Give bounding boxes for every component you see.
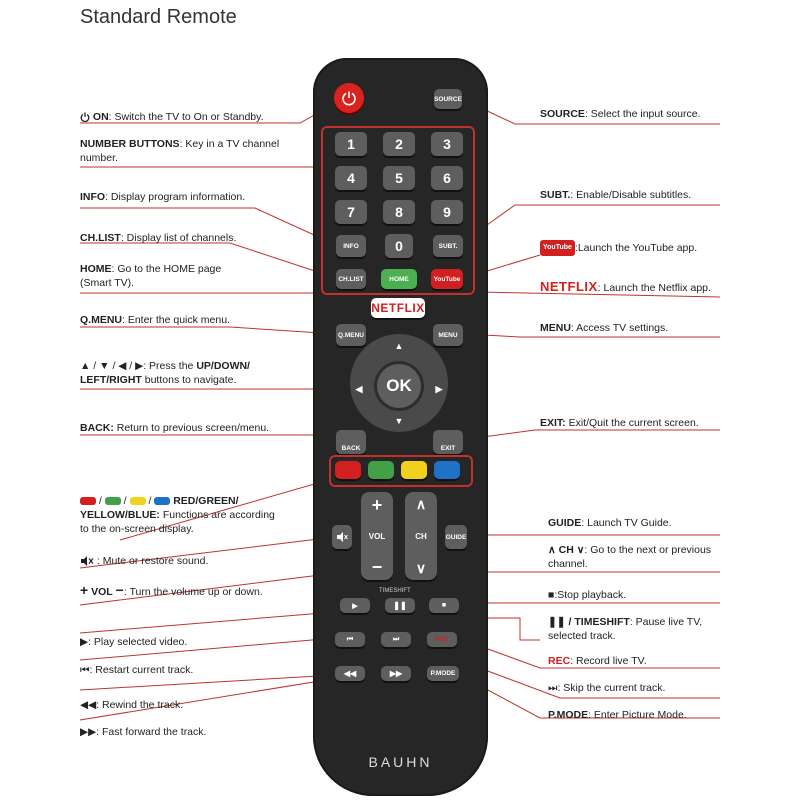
label-subt: SUBT.: Enable/Disable subtitles. (540, 189, 692, 201)
num-1-button[interactable]: 1 (335, 132, 367, 156)
label-menu: MENU: Access TV settings. (540, 322, 669, 334)
menu-button[interactable]: MENU (433, 324, 463, 346)
chlist-button[interactable]: CH.LIST (336, 269, 366, 289)
ch-down-icon: ∨ (576, 544, 585, 556)
label-navigation: ▲ / ▼ / ◀ / ▶: Press the UP/DOWN/ LEFT/RIGHT buttons to navigate. (80, 360, 250, 386)
label-home: HOME: Go to the HOME page (Smart TV). (80, 263, 222, 289)
guide-button[interactable]: GUIDE (445, 525, 467, 549)
vol-label: VOL (368, 531, 386, 541)
ch-label: CH (415, 531, 427, 541)
num-7-button[interactable]: 7 (335, 200, 367, 224)
dpad-left-button[interactable]: ◀ (355, 383, 363, 394)
exit-button[interactable]: EXIT (433, 430, 463, 454)
mute-icon (336, 531, 348, 543)
skip-button[interactable]: ⏭ (381, 632, 411, 647)
home-button[interactable]: HOME (381, 269, 417, 289)
num-5-button[interactable]: 5 (383, 166, 415, 190)
skip-icon: ⏭ (548, 682, 558, 694)
power-icon (341, 90, 357, 106)
yellow-button[interactable] (401, 461, 427, 479)
label-skip: ⏭: Skip the current track. (548, 682, 666, 694)
num-6-button[interactable]: 6 (431, 166, 463, 190)
pause-timeshift-button[interactable]: ❚❚ (385, 598, 415, 613)
qmenu-button[interactable]: Q.MENU (336, 324, 366, 346)
plus-icon: + (80, 582, 89, 598)
red-swatch-icon (80, 497, 96, 505)
minus-icon: − (115, 582, 124, 598)
fast-forward-button[interactable]: ▶▶ (381, 666, 411, 681)
label-rewind: ◀◀: Rewind the track. (80, 699, 184, 711)
num-4-button[interactable]: 4 (335, 166, 367, 190)
vol-rocker (361, 492, 393, 580)
nav-arrows-icon: ▲ / ▼ / ◀ / ▶ (80, 360, 144, 372)
stop-button[interactable]: ■ (429, 598, 459, 613)
restart-button[interactable]: ⏮ (335, 632, 365, 647)
label-channel: ∧ CH ∨: Go to the next or previous channel. (548, 544, 712, 570)
rewind-button[interactable]: ◀◀ (335, 666, 365, 681)
vol-minus-button[interactable]: − (371, 557, 383, 577)
blue-swatch-icon (154, 497, 170, 505)
num-0-button[interactable]: 0 (385, 234, 413, 258)
fast-forward-icon: ▶▶ (80, 726, 97, 738)
label-color-keys: / / / RED/GREEN/ YELLOW/BLUE: Functions are according to the on-screen display. (80, 495, 275, 535)
vol-plus-button[interactable]: + (371, 495, 383, 515)
num-8-button[interactable]: 8 (383, 200, 415, 224)
mute-icon (80, 555, 94, 567)
remote-control (313, 58, 488, 796)
num-3-button[interactable]: 3 (431, 132, 463, 156)
play-button[interactable]: ▶ (340, 598, 370, 613)
red-button[interactable] (335, 461, 361, 479)
back-button[interactable]: BACK (336, 430, 366, 454)
label-mute: : Mute or restore sound. (80, 554, 310, 568)
brand-logo: BAUHN (368, 754, 433, 770)
rewind-icon: ◀◀ (80, 699, 97, 711)
label-rec: REC: Record live TV. (548, 655, 647, 667)
label-timeshift: ❚❚ / TIMESHIFT: Pause live TV, selected track. (548, 616, 703, 642)
pmode-button[interactable]: P.MODE (427, 666, 459, 681)
info-button[interactable]: INFO (336, 235, 366, 257)
mute-button[interactable] (332, 525, 352, 549)
label-stop: ■:Stop playback. (548, 589, 627, 601)
blue-button[interactable] (434, 461, 460, 479)
label-qmenu: Q.MENU: Enter the quick menu. (80, 314, 230, 326)
dpad-right-button[interactable]: ▶ (435, 383, 443, 394)
ch-rocker (405, 492, 437, 580)
ch-up-icon: ∧ (548, 544, 556, 556)
label-back: BACK: Return to previous screen/menu. (80, 422, 270, 434)
label-guide: GUIDE: Launch TV Guide. (548, 517, 672, 529)
label-play: ▶: Play selected video. (80, 636, 188, 648)
dpad-up-button[interactable]: ▲ (394, 341, 404, 351)
label-source: SOURCE: Select the input source. (540, 108, 701, 120)
green-swatch-icon (105, 497, 121, 505)
num-9-button[interactable]: 9 (431, 200, 463, 224)
netflix-button[interactable]: NETFLIX (371, 298, 425, 318)
youtube-button[interactable]: YouTube (431, 269, 463, 289)
page-title: Standard Remote (80, 6, 237, 28)
ch-up-button[interactable]: ∧ (415, 496, 427, 512)
power-button[interactable] (334, 83, 364, 113)
num-2-button[interactable]: 2 (383, 132, 415, 156)
restart-icon: ⏮ (80, 664, 90, 676)
label-number-buttons: NUMBER BUTTONS: Key in a TV channel number. (80, 138, 280, 164)
source-button[interactable]: SOURCE (434, 89, 462, 109)
dpad-down-button[interactable]: ▼ (394, 416, 404, 426)
ch-down-button[interactable]: ∨ (415, 560, 427, 576)
label-netflix: NETFLIX: Launch the Netflix app. (540, 279, 711, 294)
power-icon (80, 112, 90, 122)
label-chlist: CH.LIST: Display list of channels. (80, 232, 237, 244)
pause-icon: ❚❚ (548, 616, 566, 628)
timeshift-label: TIMESHIFT (379, 588, 411, 594)
label-pmode: P.MODE: Enter Picture Mode. (548, 709, 687, 721)
label-info: INFO: Display program information. (80, 191, 246, 203)
label-exit: EXIT: Exit/Quit the current screen. (540, 417, 699, 429)
stop-icon: ■ (548, 589, 555, 601)
rec-button[interactable]: REC (427, 632, 457, 647)
play-icon: ▶ (80, 636, 89, 648)
label-fast-forward: ▶▶: Fast forward the track. (80, 726, 207, 738)
subt-button[interactable]: SUBT. (433, 235, 463, 257)
label-youtube: YouTube :Launch the YouTube app. (540, 240, 760, 256)
green-button[interactable] (368, 461, 394, 479)
label-on: ON: Switch the TV to On or Standby. (80, 110, 310, 124)
label-volume: + VOL −: Turn the volume up or down. (80, 582, 263, 598)
youtube-icon: YouTube (540, 240, 575, 256)
ok-button[interactable]: OK (377, 364, 421, 408)
label-restart: ⏮: Restart current track. (80, 664, 194, 676)
yellow-swatch-icon (130, 497, 146, 505)
